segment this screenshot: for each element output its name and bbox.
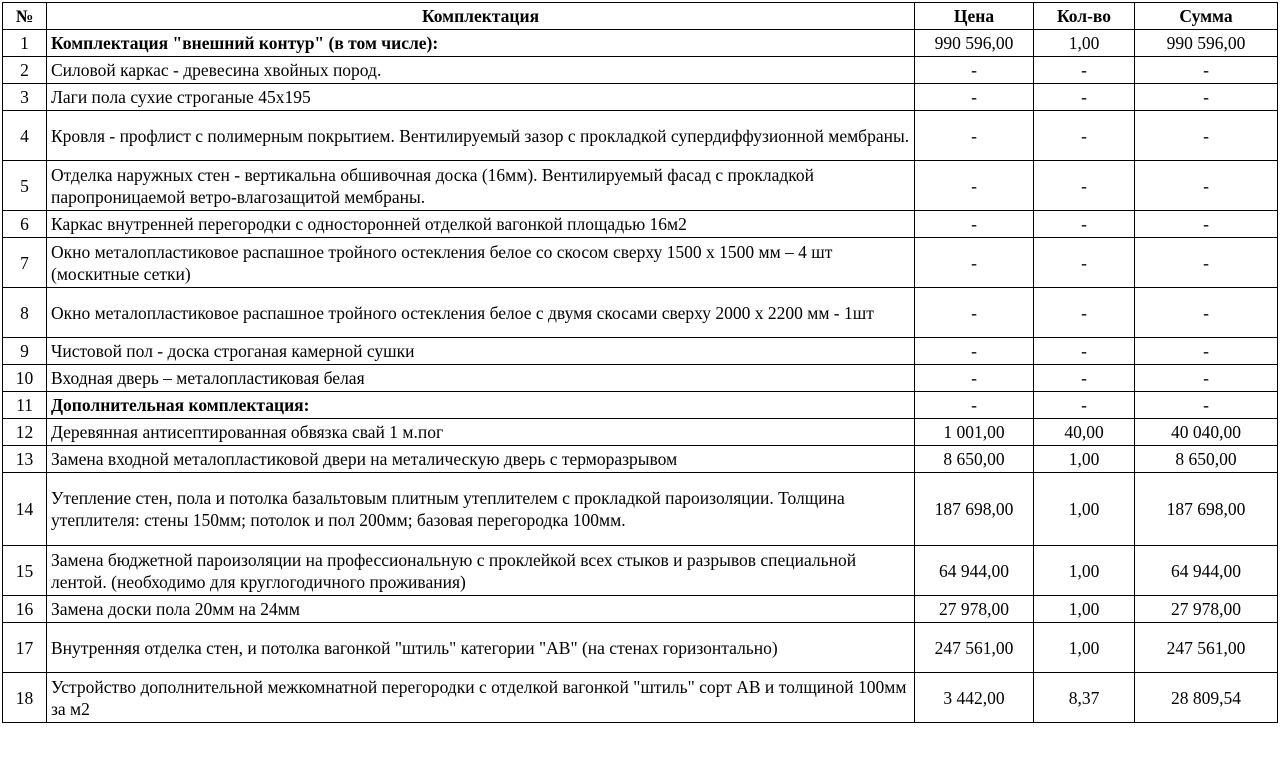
row-quantity: 1,00 — [1034, 30, 1135, 57]
row-description: Входная дверь – металопластиковая белая — [47, 365, 915, 392]
header-item: Комплектация — [47, 3, 915, 30]
row-description: Кровля - профлист с полимерным покрытием. Вентилируемый зазор с прокладкой супердиффузионной мембраны. — [47, 111, 915, 161]
row-number: 2 — [3, 57, 47, 84]
row-description: Окно металопластиковое распашное тройного остекления белое со скосом сверху 1500 х 1500 мм – 4 шт (москитные сетки) — [47, 238, 915, 288]
row-quantity: - — [1034, 392, 1135, 419]
row-description: Замена доски пола 20мм на 24мм — [47, 596, 915, 623]
table-row — [3, 211, 1278, 238]
table-row — [3, 446, 1278, 473]
row-price: 247 561,00 — [915, 623, 1034, 673]
row-quantity: 1,00 — [1034, 473, 1135, 546]
table-row — [3, 111, 1278, 161]
row-quantity: - — [1034, 57, 1135, 84]
row-sum: - — [1135, 338, 1278, 365]
row-description: Каркас внутренней перегородки с односторонней отделкой вагонкой площадью 16м2 — [47, 211, 915, 238]
row-price: 27 978,00 — [915, 596, 1034, 623]
row-description: Чистовой пол - доска строганая камерной сушки — [47, 338, 915, 365]
row-number: 5 — [3, 161, 47, 211]
row-sum: 40 040,00 — [1135, 419, 1278, 446]
row-description: Лаги пола сухие строганые 45х195 — [47, 84, 915, 111]
row-sum: - — [1135, 288, 1278, 338]
row-quantity: - — [1034, 288, 1135, 338]
row-price: 187 698,00 — [915, 473, 1034, 546]
header-qty: Кол-во — [1034, 3, 1135, 30]
row-description: Утепление стен, пола и потолка базальтовым плитным утеплителем с прокладкой пароизоляции. Толщина утеплителя: стены 150мм; потолок и пол 200мм; базовая перегородка 100мм. — [47, 473, 915, 546]
row-number: 1 — [3, 30, 47, 57]
row-sum: - — [1135, 111, 1278, 161]
table-header-row — [3, 3, 1278, 30]
row-price: - — [915, 111, 1034, 161]
row-price: - — [915, 84, 1034, 111]
row-price: - — [915, 57, 1034, 84]
header-sum: Сумма — [1135, 3, 1278, 30]
row-sum: 28 809,54 — [1135, 673, 1278, 723]
row-number: 13 — [3, 446, 47, 473]
row-price: 1 001,00 — [915, 419, 1034, 446]
table-row — [3, 288, 1278, 338]
row-sum: - — [1135, 57, 1278, 84]
row-number: 9 — [3, 338, 47, 365]
row-quantity: 1,00 — [1034, 546, 1135, 596]
row-description: Дополнительная комплектация: — [47, 392, 915, 419]
row-quantity: - — [1034, 111, 1135, 161]
table-row — [3, 30, 1278, 57]
row-sum: 990 596,00 — [1135, 30, 1278, 57]
row-sum: - — [1135, 392, 1278, 419]
table-row — [3, 419, 1278, 446]
row-quantity: - — [1034, 211, 1135, 238]
row-quantity: - — [1034, 338, 1135, 365]
table-row — [3, 596, 1278, 623]
table-row — [3, 365, 1278, 392]
row-number: 17 — [3, 623, 47, 673]
specification-table — [2, 2, 1278, 723]
row-price: - — [915, 392, 1034, 419]
row-sum: - — [1135, 211, 1278, 238]
table-row — [3, 392, 1278, 419]
row-quantity: - — [1034, 238, 1135, 288]
row-price: - — [915, 238, 1034, 288]
row-sum: 27 978,00 — [1135, 596, 1278, 623]
row-price: - — [915, 211, 1034, 238]
row-quantity: 8,37 — [1034, 673, 1135, 723]
row-number: 10 — [3, 365, 47, 392]
table-row — [3, 84, 1278, 111]
row-quantity: 1,00 — [1034, 596, 1135, 623]
row-number: 14 — [3, 473, 47, 546]
row-price: 64 944,00 — [915, 546, 1034, 596]
table-row — [3, 238, 1278, 288]
table-row — [3, 673, 1278, 723]
row-description: Окно металопластиковое распашное тройного остекления белое с двумя скосами сверху 2000 х 2200 мм - 1шт — [47, 288, 915, 338]
row-number: 3 — [3, 84, 47, 111]
row-number: 11 — [3, 392, 47, 419]
header-price: Цена — [915, 3, 1034, 30]
row-price: - — [915, 365, 1034, 392]
row-price: - — [915, 161, 1034, 211]
row-sum: - — [1135, 238, 1278, 288]
row-number: 8 — [3, 288, 47, 338]
row-sum: - — [1135, 161, 1278, 211]
row-price: 3 442,00 — [915, 673, 1034, 723]
table-row — [3, 161, 1278, 211]
row-price: - — [915, 288, 1034, 338]
row-description: Комплектация "внешний контур" (в том числе): — [47, 30, 915, 57]
header-number: № — [3, 3, 47, 30]
table-row — [3, 623, 1278, 673]
row-number: 18 — [3, 673, 47, 723]
row-quantity: 1,00 — [1034, 623, 1135, 673]
table-body — [3, 30, 1278, 723]
row-description: Устройство дополнительной межкомнатной перегородки с отделкой вагонкой "штиль" сорт АВ и толщиной 100мм за м2 — [47, 673, 915, 723]
row-sum: 247 561,00 — [1135, 623, 1278, 673]
row-sum: 187 698,00 — [1135, 473, 1278, 546]
row-sum: 64 944,00 — [1135, 546, 1278, 596]
row-description: Деревянная антисептированная обвязка свай 1 м.пог — [47, 419, 915, 446]
row-description: Внутренняя отделка стен, и потолка вагонкой "штиль" категории "АВ" (на стенах горизонтально) — [47, 623, 915, 673]
row-number: 12 — [3, 419, 47, 446]
row-description: Силовой каркас - древесина хвойных пород. — [47, 57, 915, 84]
row-price: - — [915, 338, 1034, 365]
table-row — [3, 473, 1278, 546]
row-sum: - — [1135, 84, 1278, 111]
row-quantity: 1,00 — [1034, 446, 1135, 473]
table-row — [3, 546, 1278, 596]
row-description: Замена бюджетной пароизоляции на профессиональную с проклейкой всех стыков и разрывов специальной лентой. (необходимо для круглогодичного проживания) — [47, 546, 915, 596]
row-quantity: 40,00 — [1034, 419, 1135, 446]
table-row — [3, 57, 1278, 84]
table-row — [3, 338, 1278, 365]
row-description: Отделка наружных стен - вертикальна обшивочная доска (16мм). Вентилируемый фасад с прокладкой паропроницаемой ветро-влагозащитой мембраны. — [47, 161, 915, 211]
row-price: 990 596,00 — [915, 30, 1034, 57]
row-price: 8 650,00 — [915, 446, 1034, 473]
row-quantity: - — [1034, 365, 1135, 392]
row-description: Замена входной металопластиковой двери на металическую дверь с терморазрывом — [47, 446, 915, 473]
row-number: 15 — [3, 546, 47, 596]
row-quantity: - — [1034, 161, 1135, 211]
row-number: 7 — [3, 238, 47, 288]
row-sum: 8 650,00 — [1135, 446, 1278, 473]
row-number: 4 — [3, 111, 47, 161]
row-sum: - — [1135, 365, 1278, 392]
row-number: 6 — [3, 211, 47, 238]
row-quantity: - — [1034, 84, 1135, 111]
row-number: 16 — [3, 596, 47, 623]
